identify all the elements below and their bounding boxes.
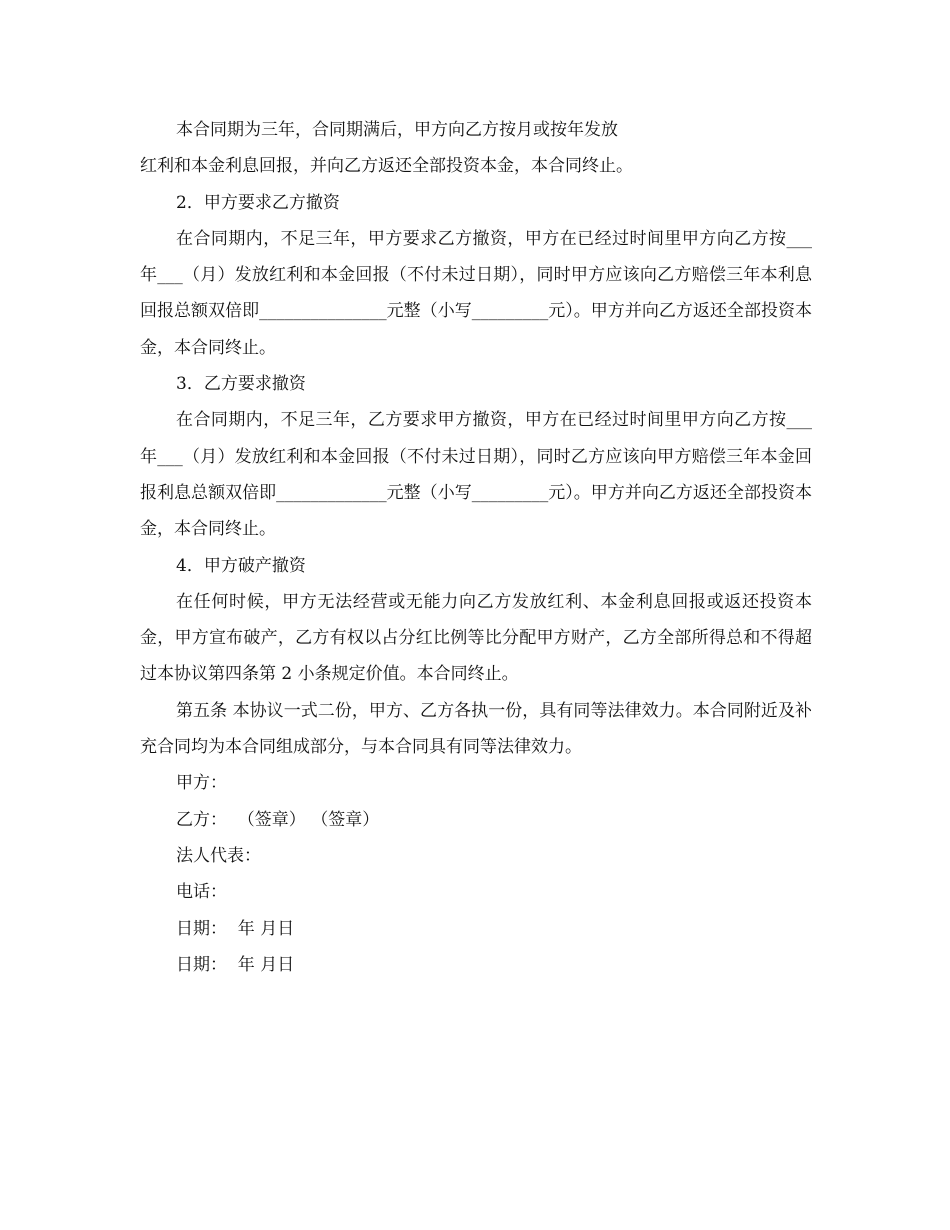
paragraph-party-b-withdraw: 在合同期内，不足三年，乙方要求甲方撤资，甲方在已经过时间里甲方向乙方按___年___（月）发放红利和本金回报（不付未过日期），同时乙方应该向甲方赔偿三年本金回报利息总额双倍即_____________元整（小写_________元）。甲方并向乙方返还全部投资本金，本合同终止。 [140,410,812,540]
paragraph-article-five: 第五条 本协议一式二份，甲方、乙方各执一份，具有同等法律效力。本合同附近及补充合同均为本合同组成部分，与本合同具有同等法律效力。 [140,700,812,758]
section-heading-bankruptcy: 4．甲方破产撤资 [176,555,306,576]
section-heading-party-a-withdraw: 2．甲方要求乙方撤资 [176,192,340,213]
signature-party-a: 甲方： [176,773,227,794]
paragraph-contract-term-cont: 红利和本金利息回报，并向乙方返还全部投资本金，本合同终止。 [140,156,633,177]
signature-legal-rep: 法人代表： [176,845,261,866]
paragraph-bankruptcy: 在任何时候，甲方无法经营或无能力向乙方发放红利、本金利息回报或返还投资本金，甲方宣布破产，乙方有权以占分红比例等比分配甲方财产，乙方全部所得总和不得超过本协议第四条第 2 小条规定价值。本合同终止。 [140,591,812,685]
signature-block [140,765,812,983]
section-heading-party-b-withdraw: 3．乙方要求撤资 [176,374,306,395]
signature-party-b: 乙方： （签章） （签章） [176,809,380,830]
document-page [140,112,812,983]
signature-date-1: 日期： 年 月日 [176,918,295,939]
paragraph-party-a-withdraw: 在合同期内，不足三年，甲方要求乙方撤资，甲方在已经过时间里甲方向乙方按___年___（月）发放红利和本金回报（不付未过日期），同时甲方应该向乙方赔偿三年本利息回报总额双倍即_______________元整（小写_________元）。甲方并向乙方返还全部投资本金，本合同终止。 [140,228,812,358]
signature-phone: 电话： [176,882,227,903]
signature-date-2: 日期： 年 月日 [176,954,295,975]
paragraph-contract-term: 本合同期为三年，合同期满后，甲方向乙方按月或按年发放 [176,120,618,140]
